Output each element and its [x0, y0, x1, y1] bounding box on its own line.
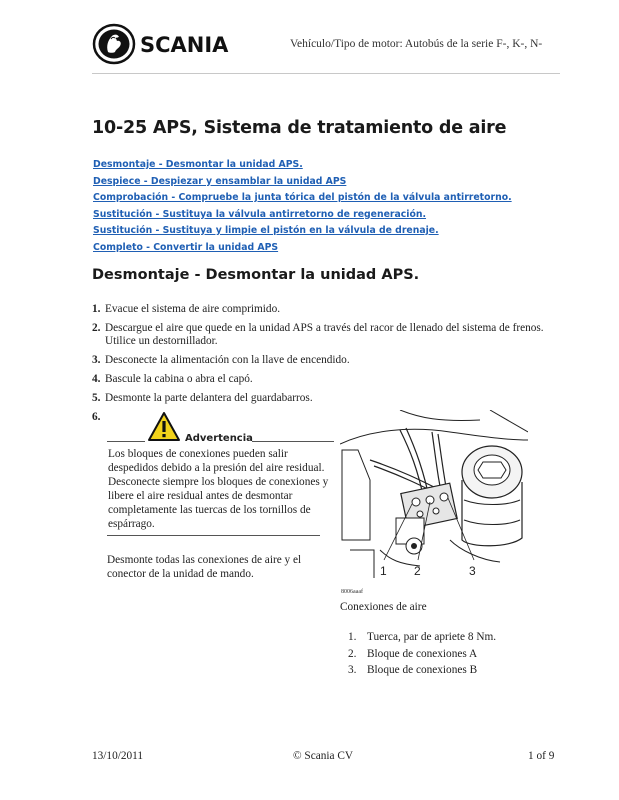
link-sustitucion-piston[interactable]: Sustitución - Sustituya y limpie el pistón en la válvula de drenaje.	[93, 225, 439, 236]
warning-text: Los bloques de conexiones pueden salir despedidos debido a la presión del aire residual. Desconecte siempre los bloques de conexiones y libere el aire residual antes de desmontar completamente las tuercas de los tornillos de espárrago.	[108, 448, 329, 530]
step-number: 1.	[92, 303, 101, 315]
legend-item: 1. Tuerca, par de apriete 8 Nm.	[348, 631, 497, 643]
figure-id: 8006aaaf	[341, 589, 363, 595]
warning-rule-bottom	[107, 535, 320, 536]
step-item	[92, 303, 562, 316]
legend-item: 2. Bloque de conexiones A	[348, 647, 478, 660]
footer-page: 1 of 9	[528, 750, 555, 762]
step-number: 6.	[92, 411, 101, 423]
step-item	[92, 373, 562, 386]
callout-3: 3	[469, 564, 476, 578]
scania-griffin-icon	[92, 22, 262, 68]
legend-item: 3. Bloque de conexiones B	[348, 664, 478, 676]
step-text: Bascule la cabina o abra el capó.	[105, 373, 253, 385]
link-comprobacion[interactable]: Comprobación - Compruebe la junta tórica del pistón de la válvula antirretorno.	[93, 192, 512, 203]
footer-date: 13/10/2011	[92, 750, 144, 762]
callout-1: 1	[380, 564, 387, 578]
step-text: Descargue el aire que quede en la unidad APS a través del racor de llenado del sistema de frenos. Utilice un destornillador.	[105, 322, 544, 347]
figure-legend	[348, 629, 496, 679]
footer-copyright: © Scania CV	[293, 750, 354, 762]
step-instruction: Desmonte todas las conexiones de aire y el conector de la unidad de mando.	[107, 554, 302, 580]
link-completo[interactable]: Completo - Convertir la unidad APS	[93, 241, 279, 253]
step-text: Desconecte la alimentación con la llave de encendido.	[105, 354, 350, 366]
link-sustitucion-valvula[interactable]: Sustitución - Sustituya la válvula antirretorno de regeneración.	[93, 208, 427, 220]
step-text: Desmonte la parte delantera del guardabarros.	[105, 392, 313, 404]
step-number: 3.	[92, 354, 101, 366]
callout-2: 2	[414, 564, 421, 578]
step-text: Evacue el sistema de aire comprimido.	[105, 303, 281, 315]
step-item	[92, 354, 562, 367]
page-title: 10-25 APS, Sistema de tratamiento de aire	[92, 118, 507, 138]
header-divider	[92, 73, 560, 74]
engine-illustration	[340, 410, 528, 578]
air-connections-figure	[340, 410, 528, 578]
brand-wordmark: SCANIA	[140, 33, 229, 57]
step-number: 5.	[92, 392, 101, 404]
vehicle-info: Vehículo/Tipo de motor: Autobús de la serie F-, K-, N-	[290, 38, 543, 50]
scania-logo	[92, 22, 262, 68]
section-title: Desmontaje - Desmontar la unidad APS.	[92, 267, 420, 283]
step-number: 4.	[92, 373, 101, 385]
warning-rule-right	[252, 441, 334, 442]
step-number: 2.	[92, 322, 101, 334]
section-links	[93, 157, 512, 256]
figure-caption: Conexiones de aire	[340, 601, 427, 613]
steps-list	[92, 303, 562, 423]
link-desmontaje[interactable]: Desmontaje - Desmontar la unidad APS.	[93, 159, 303, 170]
step-item	[92, 392, 562, 405]
warning-label: Advertencia	[185, 433, 253, 444]
warning-triangle-icon	[147, 411, 181, 443]
link-despiece[interactable]: Despiece - Despiezar y ensamblar la unidad APS	[93, 175, 347, 187]
step-item	[92, 322, 562, 348]
warning-rule-left	[107, 441, 145, 442]
